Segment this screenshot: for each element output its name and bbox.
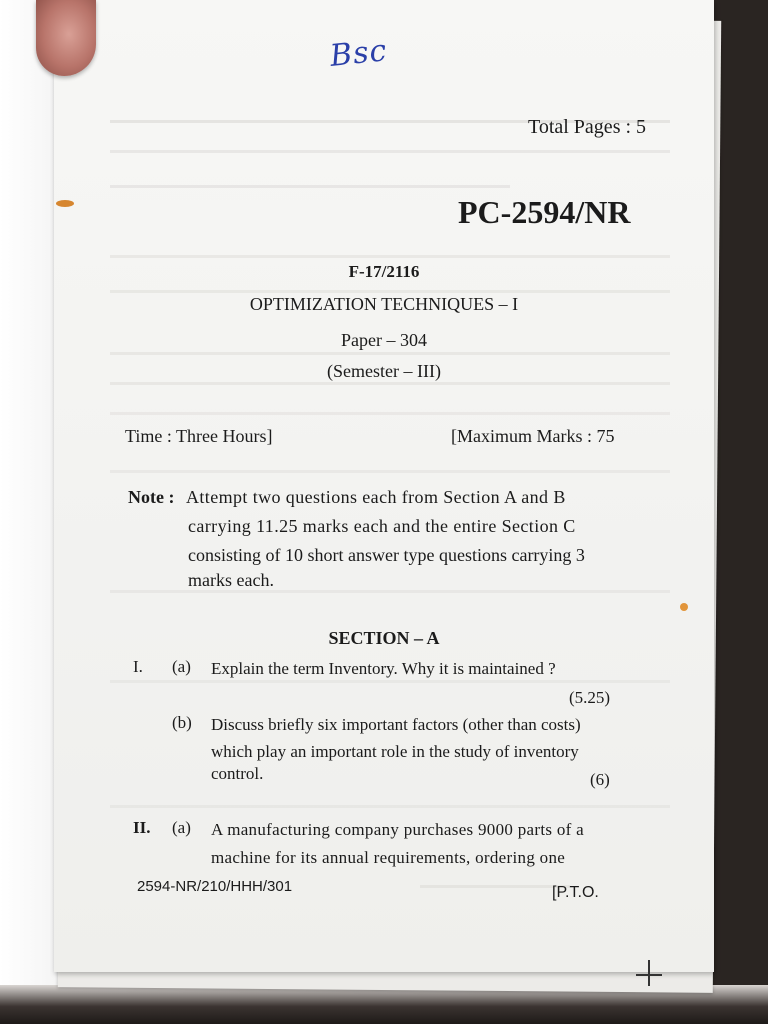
section-heading: SECTION – A <box>328 628 440 648</box>
question-text: which play an important role in the study of inventory <box>211 742 579 761</box>
exam-code: F-17/2116 <box>348 262 420 281</box>
handwritten-annotation: Bsc <box>328 33 389 74</box>
part-label: (a) <box>172 818 191 837</box>
note-line: Attempt two questions each from Section A and B <box>186 487 566 507</box>
question-text: Discuss briefly six important factors (other than costs) <box>211 715 581 734</box>
maximum-marks: [Maximum Marks : 75 <box>451 426 615 446</box>
thumb <box>36 0 96 76</box>
pencil-mark <box>636 960 662 986</box>
paper-mark <box>56 200 74 207</box>
question-number: I. <box>133 657 143 676</box>
question-marks: (5.25) <box>569 688 611 707</box>
page-turn-note: [P.T.O. <box>552 884 599 901</box>
subject-title: OPTIMIZATION TECHNIQUES – I <box>249 294 519 314</box>
note-label: Note : <box>128 487 175 507</box>
part-label: (a) <box>172 657 191 676</box>
note-line: carrying 11.25 marks each and the entire Section C <box>188 516 576 536</box>
note-line: consisting of 10 short answer type questions carrying 3 <box>188 545 585 565</box>
part-label: (b) <box>172 713 192 732</box>
note-line: marks each. <box>188 570 274 590</box>
paper-number: Paper – 304 <box>341 330 427 350</box>
question-marks: (6) <box>590 770 610 789</box>
question-text: machine for its annual requirements, ordering one <box>211 848 566 867</box>
question-text: Explain the term Inventory. Why it is maintained ? <box>211 659 556 678</box>
question-text: control. <box>211 764 264 783</box>
paper-mark <box>680 603 688 611</box>
total-pages: Total Pages : 5 <box>528 116 647 138</box>
question-text: A manufacturing company purchases 9000 parts of a <box>211 820 585 839</box>
paper-code: PC-2594/NR <box>458 194 631 230</box>
question-number: II. <box>133 818 151 837</box>
time-allowed: Time : Three Hours] <box>125 426 273 446</box>
footer-code: 2594-NR/210/HHH/301 <box>137 878 293 895</box>
backdrop <box>0 0 60 1024</box>
semester: (Semester – III) <box>327 361 441 381</box>
